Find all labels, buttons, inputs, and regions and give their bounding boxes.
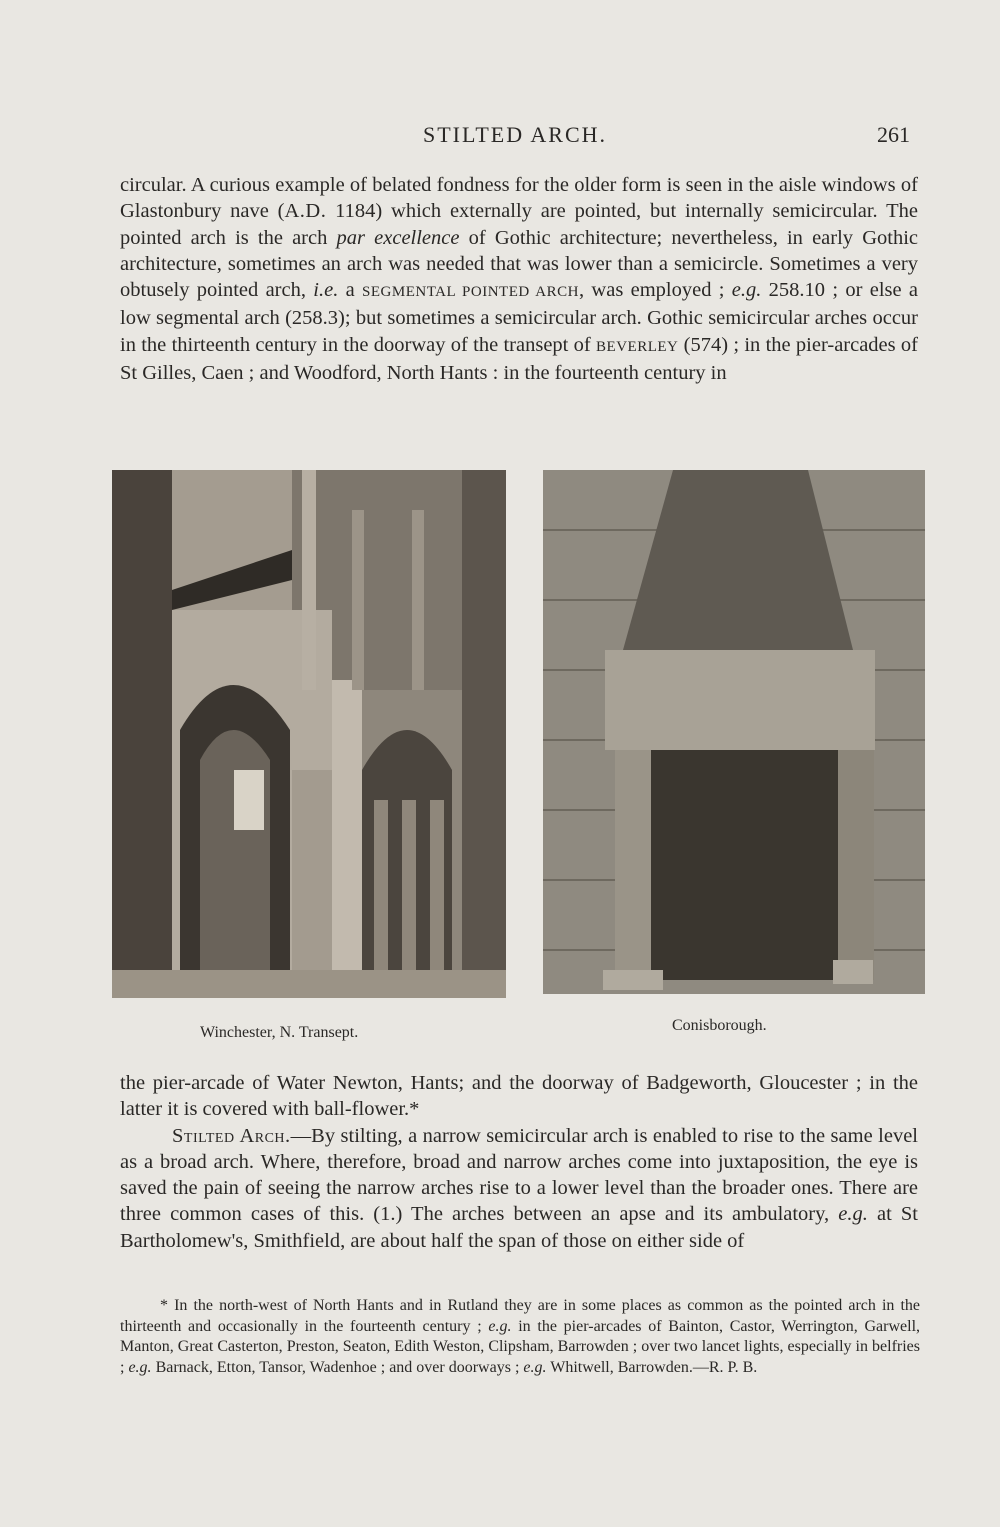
page-number: 261 xyxy=(877,122,910,147)
conisborough-illustration xyxy=(543,470,925,994)
caption-conisborough: Conisborough. xyxy=(672,1017,767,1034)
paragraph-continued-2: the pier-arcade of Water Newton, Hants; and the doorway of Badgeworth, Gloucester ; in the latter it is covered with ball-flower.* xyxy=(120,1072,918,1121)
section-heading: Stilted Arch. xyxy=(172,1124,291,1147)
paragraph-continued: circular. A curious example of belated fondness for the older form is seen in the aisle windows of Glastonbury nave (A.D. 1184) which externally are pointed, but internally semicircular. The pointed arch is the arch par excellence of Gothic architecture; nevertheless, in early Gothic architecture, sometimes an arch was needed that was lower than a semicircle. Sometimes a very obtusely pointed arch, i.e. a SEGMENTAL POINTED ARCH, was employed ; e.g. 258.10 ; or else a low segmental arch (258.3); but sometimes a semicircular arch. Gothic semicircular arches occur in the thirteenth century in the doorway of the transept of BEVERLEY (574) ; in the pier-arcades of St Gilles, Caen ; and Woodford, North Hants : in the fourteenth century in xyxy=(120,174,919,385)
running-title: STILTED ARCH. xyxy=(422,122,608,147)
body-text-bottom xyxy=(120,1070,918,1254)
paragraph-stilted-arch: Stilted Arch.—By stilting, a narrow semicircular arch is enabled to rise to the same level as a broad arch. Where, therefore, broad and narrow arches come into juxtaposition, the eye is saved the pain of seeing the narrow arches rise to a lower level than the broader ones. There are three common cases of this. (1.) The arches between an apse and its ambulatory, e.g. at St Bartholomew's, Smithfield, are about half the span of those on either side of xyxy=(120,1124,918,1252)
footnote xyxy=(120,1296,920,1378)
body-text-top xyxy=(120,172,918,386)
running-head xyxy=(120,122,910,152)
winchester-illustration xyxy=(112,470,506,998)
footnote-text: * In the north-west of North Hants and in Rutland they are in some places as common as the pointed arch in the thirteenth and occasionally in the fourteenth century ; e.g. in the pier-arcades of Bainton, Castor, Werrington, Garwell, Manton, Great Casterton, Preston, Seaton, Edith Weston, Clipsham, Barrowden ; over two lancet lights, especially in belfries ; e.g. Barnack, Etton, Tansor, Wadenhoe ; and over doorways ; e.g. Whitwell, Barrowden.—R. P. B. xyxy=(120,1297,921,1376)
winchester-photo xyxy=(112,470,506,998)
conisborough-photo xyxy=(543,470,925,994)
caption-winchester: Winchester, N. Transept. xyxy=(200,1024,359,1041)
